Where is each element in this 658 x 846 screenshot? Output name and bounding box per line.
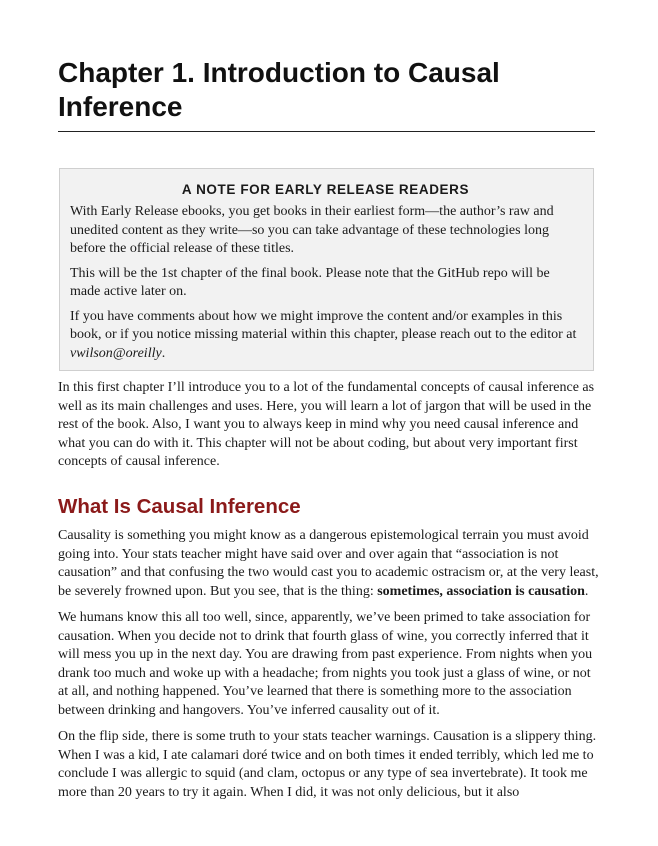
title-divider (58, 131, 595, 132)
note-paragraph-3-text: If you have comments about how we might improve the content and/or examples in this book, or if you notice missing material within this chapter, please reach out to the editor at (70, 308, 577, 342)
section-paragraph-1 (58, 527, 600, 601)
section-paragraph-1-text: Causality is something you might know as a dangerous epistemological terrain you must avoid going into. Your stats teacher might have said over and over again that “association is not causation” and that confusing the two would cast you to academic ostracism or, at the very least, be severely frowned upon. But you see, that is the thing: (58, 528, 599, 599)
intro-paragraph: In this first chapter I’ll introduce you to a lot of the fundamental concepts of causal inference as well as its main challenges and uses. Here, you will learn a lot of jargon that will be used in the rest of the book. Also, I want you to always keep in mind why you need causal inference and what you can do with it. This chapter will not be about coding, but about very important first concepts of causal inference. (58, 380, 595, 469)
note-paragraph-1: With Early Release ebooks, you get books in their earliest form—the author’s raw and unedited content as they write—so you can take advantage of these technologies long before the official release of these titles. (70, 204, 554, 256)
note-paragraph-3 (70, 308, 581, 364)
section-body (58, 527, 600, 810)
section-paragraph-1-end: . (584, 583, 589, 599)
section-paragraph-3: On the flip side, there is some truth to your stats teacher warnings. Causation is a slippery thing. When I was a kid, I ate calamari doré twice and on both times it ended terribly, which led me to conclude I was allergic to squid (and clam, octopus or any type of sea invertebrate). It took me more than 20 years to try it again. When I did, it was not only delicious, but it also (58, 729, 597, 800)
section-paragraph-2: We humans know this all too well, since, apparently, we’ve been primed to take association for causation. When you decide not to drink that fourth glass of wine, you correctly inferred that it will mess you up in the next day. You are drawing from past experience. From nights when you drank too much and woke up with a headache; from nights you took just a glass of wine, or not at all, and nothing happened. You’ve learned that there is something more to the association between drinking and hangovers. You’ve inferred causality out of it. (58, 610, 593, 718)
note-paragraph-2: This will be the 1st chapter of the final book. Please note that the GitHub repo will be made active later on. (70, 265, 550, 299)
editor-email: vwilson@oreilly (70, 345, 162, 361)
early-release-note (59, 168, 594, 371)
section-paragraph-1-bold: sometimes, association is causation (377, 583, 585, 599)
section-heading: What Is Causal Inference (58, 495, 301, 518)
chapter-title: Chapter 1. Introduction to Causal Inference (58, 57, 500, 122)
note-heading: A NOTE FOR EARLY RELEASE READERS (181, 182, 470, 197)
note-paragraph-3-end: . (161, 345, 166, 361)
